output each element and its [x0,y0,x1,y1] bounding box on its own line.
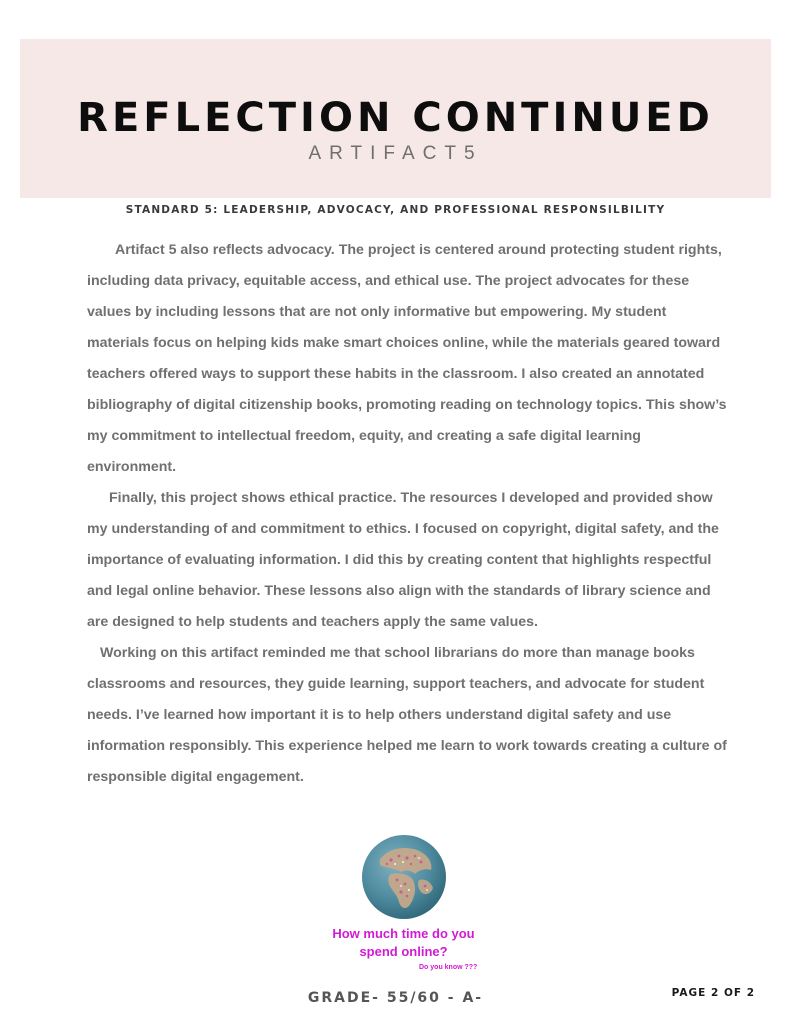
paragraph-ethics: Finally, this project shows ethical practice. The resources I developed and provided show my understanding of and commitment to ethics. I focused on copyright, digital safety, and the importance of evaluating information. I did this by creating content that highlights respectful and legal online behavior. These lessons also align with the standards of library science and are designed to help students and teachers apply the same values. [87,490,719,630]
globe-icon [361,834,447,920]
image-caption-line2: spend online? [359,944,448,959]
paragraph-advocacy: Artifact 5 also reflects advocacy. The project is centered around protecting student rights, including data privacy, equitable access, and ethical use. The project advocates for these values by including lessons that are not only informative but empowering. My student materials focus on helping kids make smart choices online, while the materials geared toward teachers offered ways to support these habits in the classroom. I also created an annotated bibliography of digital citizenship books, promoting reading on technology topics. This show’s my commitment to intellectual freedom, equity, and creating a safe digital learning environment. [87,242,727,475]
page-subtitle: ARTIFACT5 [308,143,483,164]
grade-label: GRADE- 55/60 - A- [307,990,484,1006]
reflection-body [87,235,727,793]
image-caption-line3: Do you know ??? [419,964,478,971]
standard-heading: STANDARD 5: LEADERSHIP, ADVOCACY, AND PROFESSIONAL RESPONSILBILITY [125,204,666,216]
page-number: PAGE 2 OF 2 [671,987,755,999]
page-title: REFLECTION CONTINUED [77,95,714,141]
paragraph-conclusion: Working on this artifact reminded me that school librarians do more than manage books classrooms and resources, they guide learning, support teachers, and advocate for student needs. I’ve learned how important it is to help others understand digital safety and use information responsibly. This experience helped me learn to work towards creating a culture of responsible digital engagement. [87,645,727,785]
image-caption-line1: How much time do you [332,926,475,941]
